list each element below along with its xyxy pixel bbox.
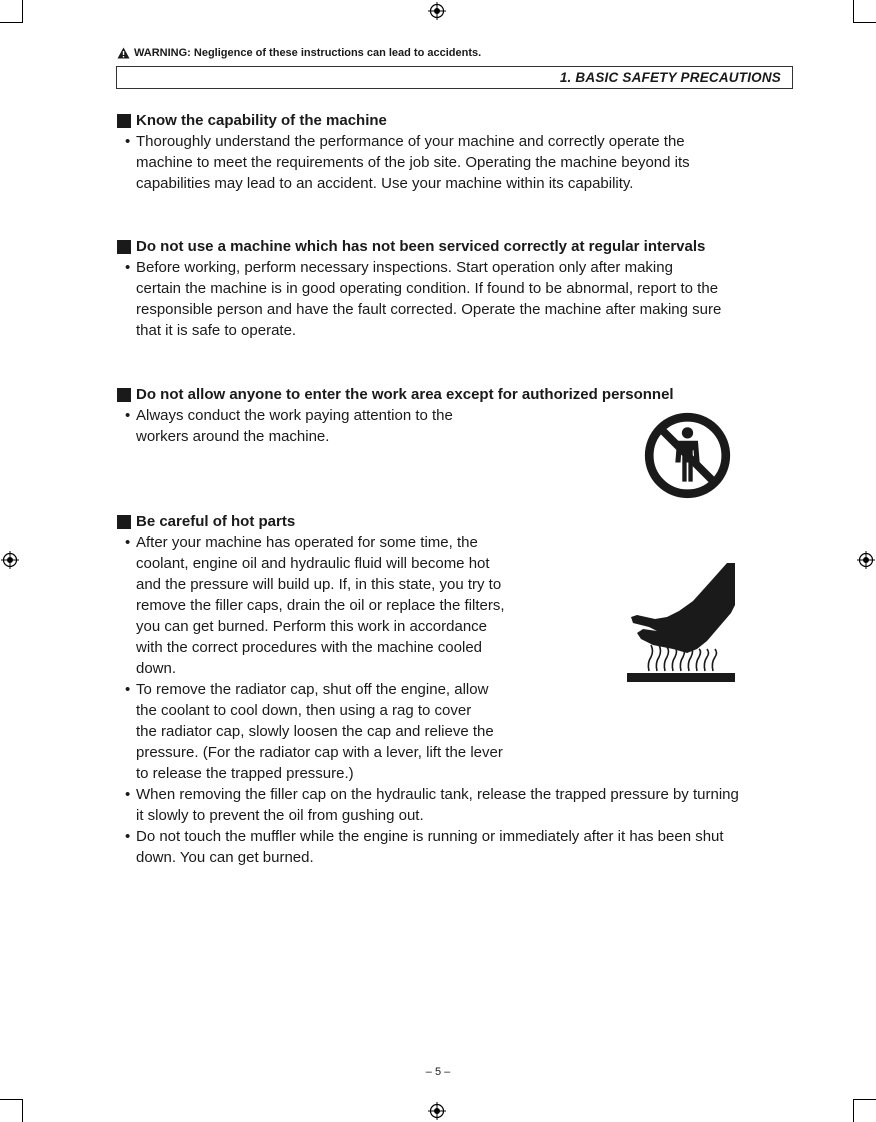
registration-mark-icon bbox=[428, 2, 446, 20]
bullet-item bbox=[117, 679, 556, 784]
bullet-item bbox=[117, 826, 807, 868]
section-servicing bbox=[117, 236, 797, 341]
bullet-line: Do not touch the muffler while the engine is running or immediately after it has been shut bbox=[136, 828, 724, 845]
warning-banner bbox=[117, 47, 481, 59]
bullet-line: To remove the radiator cap, shut off the engine, allow bbox=[136, 681, 489, 698]
bullet-dot-icon: • bbox=[125, 681, 131, 698]
bullet-dot-icon: • bbox=[125, 786, 131, 803]
registration-mark-icon bbox=[428, 1102, 446, 1120]
bullet-line: that it is safe to operate. bbox=[136, 322, 297, 339]
bullet-line: Thoroughly understand the performance of your machine and correctly operate the bbox=[136, 133, 685, 150]
hot-surface-hand-icon bbox=[627, 563, 735, 683]
bullet-line: pressure. (For the radiator cap with a lever, lift the lever bbox=[136, 744, 503, 761]
bullet-item bbox=[117, 131, 777, 194]
bullet-item bbox=[117, 532, 556, 679]
bullet-line: Always conduct the work paying attention to the bbox=[136, 407, 453, 424]
registration-mark-icon bbox=[857, 551, 875, 569]
heading-text: Do not use a machine which has not been serviced correctly at regular intervals bbox=[136, 238, 706, 255]
heading-text: Know the capability of the machine bbox=[136, 112, 387, 129]
bullet-line: workers around the machine. bbox=[136, 428, 330, 445]
crop-mark-bottom-left bbox=[0, 1099, 23, 1122]
bullet-dot-icon: • bbox=[125, 828, 131, 845]
bullet-line: remove the filler caps, drain the oil or replace the filters, bbox=[136, 597, 505, 614]
bullet-line: down. bbox=[136, 660, 177, 677]
bullet-line: capabilities may lead to an accident. Use your machine within its capability. bbox=[136, 175, 634, 192]
bullet-line: it slowly to prevent the oil from gushing out. bbox=[136, 807, 424, 824]
bullet-line: After your machine has operated for some time, the bbox=[136, 534, 478, 551]
bullet-dot-icon: • bbox=[125, 259, 131, 276]
bullet-line: When removing the filler cap on the hydraulic tank, release the trapped pressure by turning bbox=[136, 786, 739, 803]
section-heading bbox=[117, 384, 797, 405]
square-bullet-icon bbox=[117, 240, 131, 254]
section-heading bbox=[117, 236, 797, 257]
page-number: – 5 – bbox=[425, 1066, 451, 1078]
bullet-dot-icon: • bbox=[125, 407, 131, 424]
section-title: 1. BASIC SAFETY PRECAUTIONS bbox=[559, 70, 781, 85]
section-heading bbox=[117, 511, 807, 532]
section-header-box bbox=[116, 66, 793, 89]
bullet-line: with the correct procedures with the machine cooled bbox=[136, 639, 483, 656]
bullet-item bbox=[117, 405, 496, 447]
heading-text: Be careful of hot parts bbox=[136, 513, 296, 530]
no-entry-person-icon bbox=[644, 412, 731, 499]
crop-mark-bottom-right bbox=[853, 1099, 876, 1122]
bullet-line: you can get burned. Perform this work in accordance bbox=[136, 618, 488, 635]
crop-mark-top-left bbox=[0, 0, 23, 23]
bullet-line: down. You can get burned. bbox=[136, 849, 314, 866]
bullet-line: and the pressure will build up. If, in this state, you try to bbox=[136, 576, 502, 593]
warning-text: WARNING: Negligence of these instructions can lead to accidents. bbox=[134, 47, 482, 59]
bullet-dot-icon: • bbox=[125, 534, 131, 551]
bullet-line: machine to meet the requirements of the job site. Operating the machine beyond its bbox=[136, 154, 690, 171]
section-know-capability bbox=[117, 110, 777, 194]
bullet-line: Before working, perform necessary inspections. Start operation only after making bbox=[136, 259, 673, 276]
square-bullet-icon bbox=[117, 515, 131, 529]
square-bullet-icon bbox=[117, 114, 131, 128]
bullet-line: coolant, engine oil and hydraulic fluid will become hot bbox=[136, 555, 490, 572]
square-bullet-icon bbox=[117, 388, 131, 402]
warning-triangle-icon bbox=[117, 47, 130, 59]
bullet-line: to release the trapped pressure.) bbox=[136, 765, 354, 782]
bullet-line: responsible person and have the fault corrected. Operate the machine after making sure bbox=[136, 301, 722, 318]
bullet-line: certain the machine is in good operating condition. If found to be abnormal, report to the bbox=[136, 280, 719, 297]
registration-mark-icon bbox=[1, 551, 19, 569]
bullet-item bbox=[117, 784, 807, 826]
bullet-item bbox=[117, 257, 797, 341]
bullet-line: the radiator cap, slowly loosen the cap and relieve the bbox=[136, 723, 494, 740]
bullet-dot-icon: • bbox=[125, 133, 131, 150]
crop-mark-top-right bbox=[853, 0, 876, 23]
section-heading bbox=[117, 110, 777, 131]
heading-text: Do not allow anyone to enter the work area except for authorized personnel bbox=[136, 386, 674, 403]
bullet-line: the coolant to cool down, then using a rag to cover bbox=[136, 702, 472, 719]
